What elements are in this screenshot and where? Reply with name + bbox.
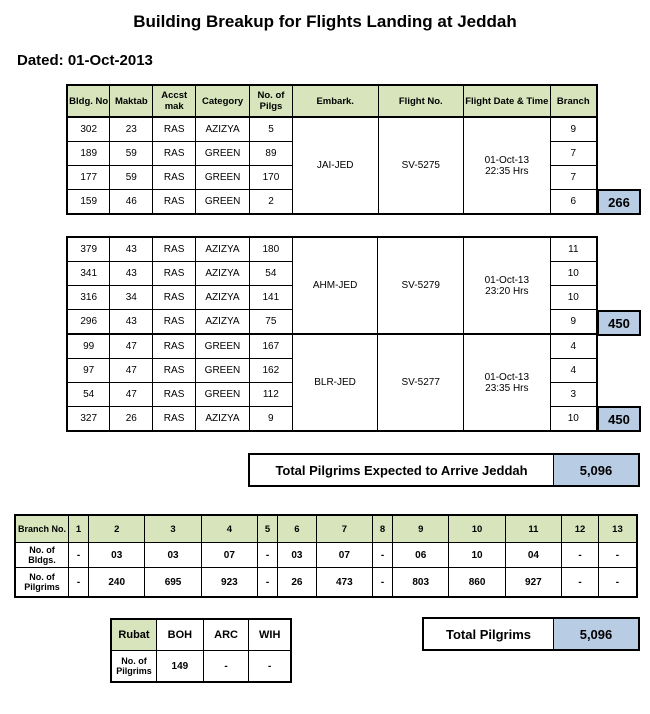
table-row [67, 117, 597, 142]
accst-mak-cell: RAS [153, 310, 196, 335]
pilgrims-count: - [598, 568, 637, 598]
branch-cell: 11 [550, 237, 597, 262]
pilgs-cell: 141 [249, 286, 292, 310]
flight-group-table-2 [66, 236, 598, 432]
bldg-no-cell: 177 [67, 166, 110, 190]
accst-mak-cell: RAS [153, 334, 196, 359]
bldg-no-cell: 327 [67, 407, 110, 432]
accst-mak-cell: RAS [153, 142, 196, 166]
bldg-no-cell: 302 [67, 117, 110, 142]
accst-mak-cell: RAS [153, 286, 196, 310]
header-flight-date-time: Flight Date & Time [464, 85, 551, 117]
branch-number: 11 [505, 515, 561, 543]
rubat-table [110, 618, 292, 683]
branch-number: 2 [89, 515, 145, 543]
category-cell: AZIZYA [196, 237, 250, 262]
total-pilgrims-label: Total Pilgrims [446, 626, 531, 642]
accst-mak-cell: RAS [153, 407, 196, 432]
maktab-cell: 23 [110, 117, 153, 142]
total-pilgrims-value: 5,096 [553, 619, 638, 649]
pilgs-cell: 2 [250, 190, 293, 215]
rubat-col-wih: WIH [249, 619, 291, 651]
table-header-row [67, 85, 597, 117]
accst-mak-cell: RAS [153, 166, 196, 190]
flight-no-cell: SV-5279 [378, 237, 464, 334]
branch-number: 7 [316, 515, 372, 543]
bldgs-count: 07 [201, 543, 257, 568]
group-total-value: 450 [599, 408, 639, 430]
header-maktab: Maktab [110, 85, 153, 117]
maktab-cell: 59 [110, 142, 153, 166]
expected-total-box [248, 453, 640, 487]
branch-summary-table [14, 514, 638, 598]
bldg-no-cell: 316 [67, 286, 110, 310]
bldgs-count: 03 [145, 543, 201, 568]
branch-number: 1 [69, 515, 89, 543]
branch-number: 3 [145, 515, 201, 543]
branch-cell: 10 [550, 286, 597, 310]
pilgs-cell: 9 [249, 407, 292, 432]
bldg-no-cell: 97 [67, 359, 110, 383]
branch-number: 10 [449, 515, 505, 543]
bldgs-count: - [598, 543, 637, 568]
flight-no-cell: SV-5277 [378, 334, 464, 431]
maktab-cell: 34 [110, 286, 153, 310]
pilgs-cell: 180 [249, 237, 292, 262]
pilgrims-count: 26 [278, 568, 317, 598]
pilgrims-count: 803 [393, 568, 449, 598]
header-branch: Branch [550, 85, 597, 117]
branch-bldgs-row [15, 543, 637, 568]
category-cell: GREEN [196, 166, 250, 190]
flight-date: 01-Oct-13 [484, 154, 530, 166]
flight-building-table [66, 84, 598, 215]
maktab-cell: 47 [110, 334, 153, 359]
header-accst-mak: Accst mak [153, 85, 196, 117]
total-pilgrims-box [422, 617, 640, 651]
bldgs-count: 06 [393, 543, 449, 568]
rubat-value-arc: - [203, 651, 249, 683]
category-cell: GREEN [196, 142, 250, 166]
pilgs-cell: 170 [250, 166, 293, 190]
pilgrims-count: 923 [201, 568, 257, 598]
bldg-no-cell: 189 [67, 142, 110, 166]
flight-time: 22:35 Hrs [485, 165, 529, 177]
maktab-cell: 46 [110, 190, 153, 215]
bldgs-label: No. of Bldgs. [15, 543, 69, 568]
rubat-pilgrims-row [111, 651, 291, 683]
pilgrims-count: 473 [316, 568, 372, 598]
flight-time: 23:20 Hrs [485, 285, 529, 297]
rubat-col-arc: ARC [203, 619, 249, 651]
branch-cell: 10 [550, 262, 597, 286]
pilgrims-count: 927 [505, 568, 561, 598]
bldg-no-cell: 379 [67, 237, 110, 262]
maktab-cell: 47 [110, 359, 153, 383]
category-cell: GREEN [196, 383, 250, 407]
maktab-cell: 47 [110, 383, 153, 407]
table-row [67, 334, 597, 359]
embark-cell: BLR-JED [292, 334, 378, 431]
flight-group-jai [67, 117, 597, 214]
branch-cell: 9 [550, 310, 597, 335]
category-cell: AZIZYA [196, 286, 250, 310]
pilgrims-label: No. of Pilgrims [15, 568, 69, 598]
branch-number: 6 [278, 515, 317, 543]
rubat-label: Rubat [111, 619, 157, 651]
bldg-no-cell: 341 [67, 262, 110, 286]
document-title: Building Breakup for Flights Landing at Jeddah [133, 12, 517, 31]
accst-mak-cell: RAS [153, 190, 196, 215]
pilgrims-count: - [373, 568, 393, 598]
dated-label: Dated: 01-Oct-2013 [17, 52, 153, 69]
branch-cell: 3 [550, 383, 597, 407]
pilgrims-count: 860 [449, 568, 505, 598]
flight-date: 01-Oct-13 [484, 371, 530, 383]
branch-number: 8 [373, 515, 393, 543]
branch-no-label: Branch No. [15, 515, 69, 543]
bldg-no-cell: 159 [67, 190, 110, 215]
accst-mak-cell: RAS [153, 359, 196, 383]
maktab-cell: 43 [110, 237, 153, 262]
pilgs-cell: 75 [249, 310, 292, 335]
branch-cell: 4 [550, 334, 597, 359]
category-cell: GREEN [196, 334, 250, 359]
accst-mak-cell: RAS [153, 237, 196, 262]
pilgrims-count: 695 [145, 568, 201, 598]
embark-cell: JAI-JED [292, 117, 378, 214]
pilgrims-count: - [69, 568, 89, 598]
category-cell: AZIZYA [196, 262, 250, 286]
group-total-ahm [597, 310, 641, 336]
flight-datetime-cell [464, 334, 551, 431]
branch-cell: 7 [550, 166, 597, 190]
flight-date: 01-Oct-13 [484, 274, 530, 286]
branch-number: 13 [598, 515, 637, 543]
branch-cell: 7 [550, 142, 597, 166]
branch-cell: 4 [550, 359, 597, 383]
pilgs-cell: 5 [250, 117, 293, 142]
maktab-cell: 26 [110, 407, 153, 432]
flight-no-cell: SV-5275 [378, 117, 464, 214]
pilgs-cell: 54 [249, 262, 292, 286]
branch-cell: 6 [550, 190, 597, 215]
branch-number: 5 [258, 515, 278, 543]
flight-time: 23:35 Hrs [485, 382, 529, 394]
maktab-cell: 59 [110, 166, 153, 190]
pilgs-cell: 112 [249, 383, 292, 407]
pilgs-cell: 167 [249, 334, 292, 359]
bldgs-count: 10 [449, 543, 505, 568]
maktab-cell: 43 [110, 310, 153, 335]
flight-group-blr [67, 334, 597, 431]
category-cell: AZIZYA [196, 117, 250, 142]
branch-header-row [15, 515, 637, 543]
pilgs-cell: 89 [250, 142, 293, 166]
bldgs-count: 03 [278, 543, 317, 568]
bldgs-count: - [373, 543, 393, 568]
bldgs-count: - [562, 543, 599, 568]
bldg-no-cell: 99 [67, 334, 110, 359]
expected-total-value: 5,096 [553, 455, 638, 485]
flight-datetime-cell [464, 117, 551, 214]
branch-number: 9 [393, 515, 449, 543]
header-category: Category [196, 85, 250, 117]
bldgs-count: - [69, 543, 89, 568]
bldg-no-cell: 296 [67, 310, 110, 335]
rubat-value-boh: 149 [157, 651, 204, 683]
header-embark: Embark. [292, 85, 378, 117]
accst-mak-cell: RAS [153, 117, 196, 142]
bldgs-count: 03 [89, 543, 145, 568]
bldgs-count: - [258, 543, 278, 568]
bldg-no-cell: 54 [67, 383, 110, 407]
flight-group-ahm [67, 237, 597, 334]
maktab-cell: 43 [110, 262, 153, 286]
header-no-of-pilgs: No. of Pilgs [250, 85, 293, 117]
category-cell: GREEN [196, 359, 250, 383]
branch-number: 12 [562, 515, 599, 543]
flight-datetime-cell [464, 237, 551, 334]
bldgs-count: 07 [316, 543, 372, 568]
expected-total-label: Total Pilgrims Expected to Arrive Jeddah [275, 462, 528, 478]
group-total-value: 266 [599, 191, 639, 213]
group-total-value: 450 [599, 312, 639, 334]
group-total-jai [597, 189, 641, 215]
pilgrims-count: 240 [89, 568, 145, 598]
category-cell: AZIZYA [196, 310, 250, 335]
header-flight-no: Flight No. [378, 85, 464, 117]
table-row [67, 237, 597, 262]
branch-number: 4 [201, 515, 257, 543]
header-bldg-no: Bldg. No [67, 85, 110, 117]
accst-mak-cell: RAS [153, 262, 196, 286]
pilgs-cell: 162 [249, 359, 292, 383]
branch-cell: 10 [550, 407, 597, 432]
rubat-header-row [111, 619, 291, 651]
group-total-blr [597, 406, 641, 432]
category-cell: AZIZYA [196, 407, 250, 432]
branch-cell: 9 [550, 117, 597, 142]
pilgrims-count: - [562, 568, 599, 598]
rubat-value-wih: - [249, 651, 291, 683]
accst-mak-cell: RAS [153, 383, 196, 407]
rubat-pilgrims-label: No. of Pilgrims [111, 651, 157, 683]
bldgs-count: 04 [505, 543, 561, 568]
category-cell: GREEN [196, 190, 250, 215]
branch-pilgrims-row [15, 568, 637, 598]
pilgrims-count: - [258, 568, 278, 598]
embark-cell: AHM-JED [292, 237, 378, 334]
rubat-col-boh: BOH [157, 619, 204, 651]
